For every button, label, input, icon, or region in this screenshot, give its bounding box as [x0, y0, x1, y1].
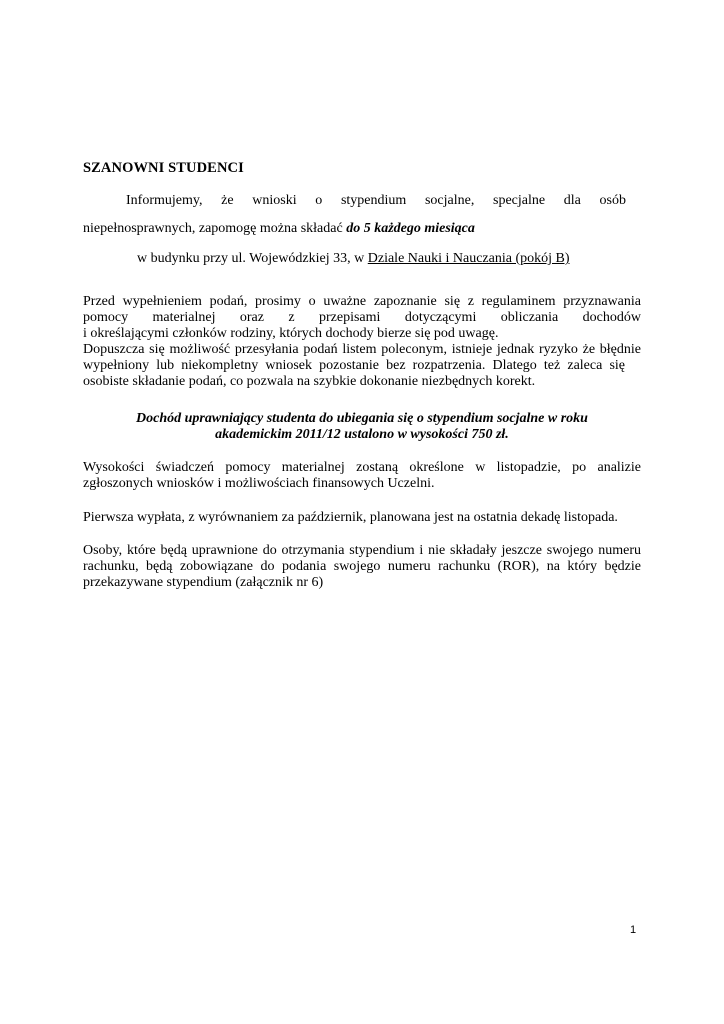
- income-notice-line-1: Dochód uprawniający studenta do ubiegania się o stypendium socjalne w roku: [136, 411, 588, 426]
- para2-line-2: zgłoszonych wniosków i możliwościach finansowych Uczelni.: [83, 476, 435, 491]
- income-notice-line-2: akademickim 2011/12 ustalono w wysokości 750 zł.: [215, 427, 509, 442]
- para1-line-6: osobiste składanie podań, co pozwala na szybkie dokonanie niezbędnych korekt.: [83, 374, 536, 389]
- intro-line-3-text: w budynku przy ul. Wojewódzkiej 33, w: [137, 251, 368, 266]
- deadline-emphasis: do 5 każdego miesiąca: [346, 221, 475, 236]
- page-number: 1: [630, 924, 637, 936]
- para4-line-2: rachunku, będą zobowiązane do podania swojego numeru rachunku (ROR), na który będzie: [83, 559, 641, 574]
- para4-line-1: Osoby, które będą uprawnione do otrzymania stypendium i nie składały jeszcze swojego numeru: [83, 543, 641, 558]
- para1-line-1: Przed wypełnieniem podań, prosimy o uważne zapoznanie się z regulaminem przyznawania: [83, 294, 641, 309]
- para1-line-5: wypełniony lub niekompletny wniosek pozostanie bez rozpatrzenia. Dlatego też zaleca się: [83, 358, 625, 373]
- para4-line-3: przekazywane stypendium (załącznik nr 6): [83, 575, 324, 590]
- intro-line-3: [137, 251, 570, 267]
- para3-line: Pierwsza wypłata, z wyrównaniem za październik, planowana jest na ostatnia dekadę listopada.: [83, 510, 618, 525]
- page-title: SZANOWNI STUDENCI: [83, 160, 244, 176]
- intro-line-1: Informujemy, że wnioski o stypendium socjalne, specjalne dla osób: [126, 193, 626, 208]
- para2-line-1: Wysokości świadczeń pomocy materialnej zostaną określone w listopadzie, po analizie: [83, 460, 641, 475]
- intro-line-2: [83, 221, 475, 237]
- para1-line-2: pomocy materialnej oraz z przepisami dotyczącymi obliczania dochodów: [83, 310, 641, 325]
- office-location-link[interactable]: Dziale Nauki i Nauczania (pokój B): [367, 251, 570, 266]
- para1-line-4: Dopuszcza się możliwość przesyłania podań listem poleconym, istnieje jednak ryzyko że błędnie: [83, 342, 641, 357]
- intro-line-2-text: niepełnosprawnych, zapomogę można składać: [83, 221, 347, 236]
- para1-line-3: i określającymi członków rodziny, których dochody bierze się pod uwagę.: [83, 326, 499, 341]
